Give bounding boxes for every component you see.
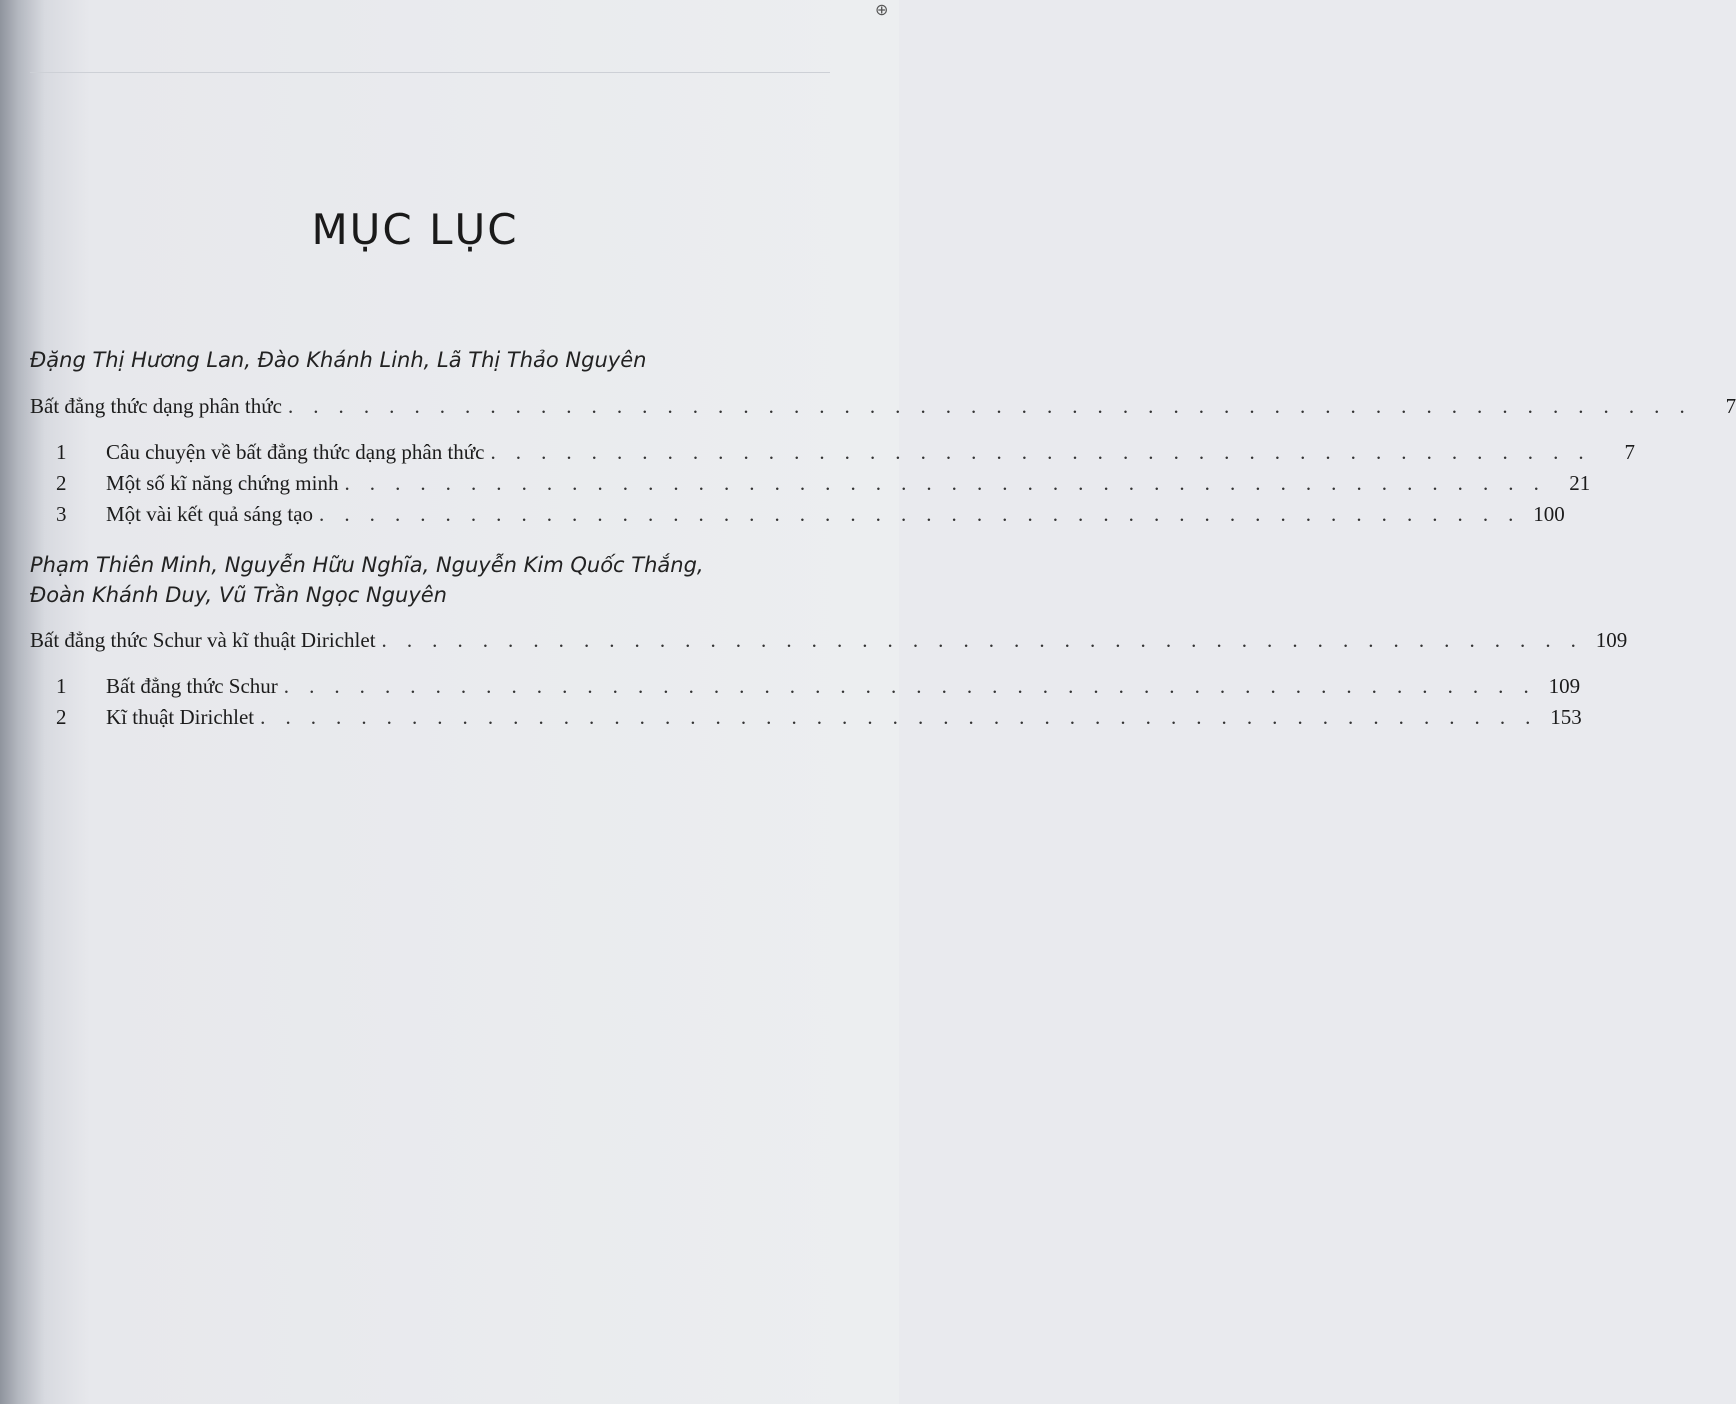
- item-number: 2: [56, 471, 67, 495]
- chapter-title: Bất đẳng thức Schur và kĩ thuật Dirichlet: [30, 628, 376, 652]
- item-title: Câu chuyện về bất đẳng thức dạng phân thức: [106, 440, 485, 464]
- page-title: MỤC LỤC: [311, 205, 519, 254]
- toc-chapter-2[interactable]: [30, 626, 1628, 654]
- section-1-authors: [30, 345, 646, 375]
- author-line: Đặng Thị Hương Lan, Đào Khánh Linh, Lã Thị Thảo Nguyên: [30, 348, 647, 372]
- item-number: 2: [56, 705, 67, 729]
- item-page: 7: [1624, 440, 1636, 464]
- toc-item[interactable]: [56, 438, 1636, 466]
- registration-mark: ⊕: [875, 2, 889, 19]
- item-title: Một vài kết quả sáng tạo: [106, 502, 314, 526]
- item-page: 153: [1550, 705, 1582, 729]
- item-page: 100: [1533, 502, 1565, 526]
- section-2-authors: [30, 550, 704, 610]
- toc-item[interactable]: [56, 469, 1591, 497]
- item-page: 21: [1569, 471, 1591, 495]
- dot-leader: . . . . . . . . . . . . . . . . . . . . . . . . . . . . . . . . . . . . . . . . . . . .: [490, 440, 1592, 464]
- dot-leader: . . . . . . . . . . . . . . . . . . . . . . . . . . . . . . . . . . . . . . . . . . . . . . . . . .: [283, 674, 1537, 698]
- dot-leader: . . . . . . . . . . . . . . . . . . . . . . . . . . . . . . . . . . . . . . . . . . . . . . . . . . . . . . . .: [287, 394, 1693, 418]
- item-title: Kĩ thuật Dirichlet: [106, 705, 255, 729]
- dot-leader: . . . . . . . . . . . . . . . . . . . . . . . . . . . . . . . . . . . . . . . . . . . . . . . .: [381, 628, 1584, 652]
- dot-leader: . . . . . . . . . . . . . . . . . . . . . . . . . . . . . . . . . . . . . . . . . . . . . . . . . . .: [260, 705, 1538, 729]
- dot-leader: . . . . . . . . . . . . . . . . . . . . . . . . . . . . . . . . . . . . . . . . . . . . . . . .: [319, 502, 1521, 526]
- header-rule: [30, 72, 830, 73]
- item-number: 1: [56, 674, 67, 698]
- item-title: Một số kĩ năng chứng minh: [106, 471, 339, 495]
- item-title: Bất đẳng thức Schur: [106, 674, 278, 698]
- chapter-page: 7: [1725, 394, 1736, 418]
- item-number: 1: [56, 440, 67, 464]
- toc-chapter-1[interactable]: [30, 392, 1736, 420]
- toc-item[interactable]: [56, 500, 1565, 528]
- chapter-title: Bất đẳng thức dạng phân thức: [30, 394, 282, 418]
- toc-item[interactable]: [56, 703, 1582, 731]
- chapter-page: 109: [1595, 628, 1628, 652]
- toc-item[interactable]: [56, 672, 1581, 700]
- author-line: Đoàn Khánh Duy, Vũ Trần Ngọc Nguyên: [30, 583, 447, 607]
- item-number: 3: [56, 502, 67, 526]
- author-line: Phạm Thiên Minh, Nguyễn Hữu Nghĩa, Nguyễn Kim Quốc Thắng,: [30, 553, 704, 577]
- dot-leader: . . . . . . . . . . . . . . . . . . . . . . . . . . . . . . . . . . . . . . . . . . . . . . . .: [344, 471, 1547, 495]
- item-page: 109: [1548, 674, 1581, 698]
